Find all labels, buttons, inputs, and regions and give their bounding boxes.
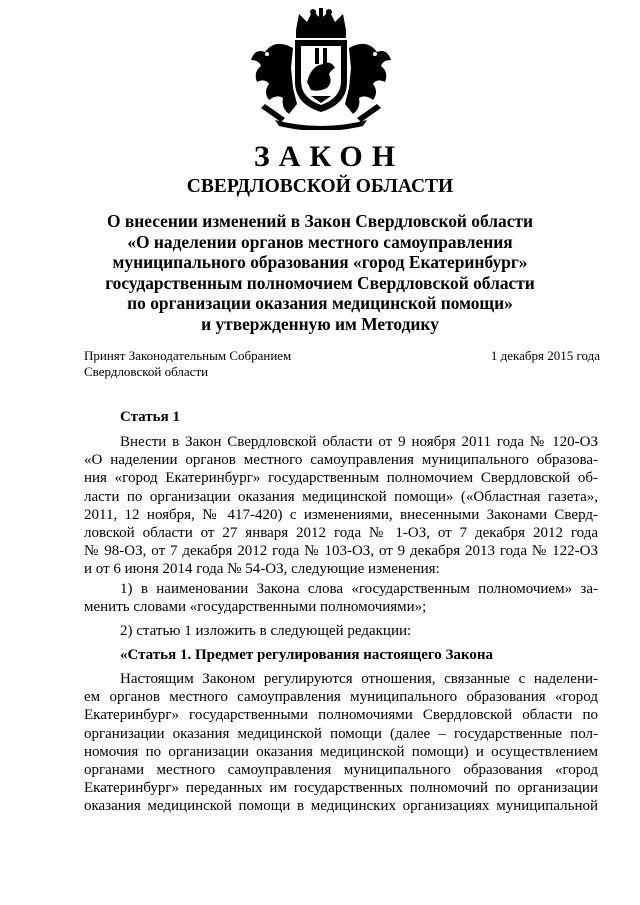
law-heading-line: по организации оказания медицинской помощи» bbox=[127, 293, 513, 314]
law-heading-line: «О наделении органов местного самоуправления bbox=[127, 231, 513, 252]
document-title: ЗАКОН bbox=[253, 140, 405, 173]
paragraph-line: Настоящим Законом регулируются отношения, связанные с наделени- bbox=[120, 671, 598, 687]
paragraph-line: номочия по организации оказания медицинской помощи) и осуществлением bbox=[84, 743, 598, 760]
paragraph-line: ловской области от 27 января 2012 года № 1-ОЗ, от 7 декабря 2012 года bbox=[84, 524, 598, 541]
article-title: Статья 1 bbox=[120, 409, 180, 425]
paragraph-line: 2) статью 1 изложить в следующей редакции: bbox=[120, 623, 412, 639]
law-heading-line: муниципального образования «город Екатеринбург» bbox=[112, 252, 528, 273]
paragraph-line: Екатеринбург» переданных им государственных полномочий по организации bbox=[84, 780, 598, 797]
paragraph-line: «О наделении органов местного самоуправления муниципального образова- bbox=[84, 452, 598, 469]
paragraph-line: ния «город Екатеринбург» государственным полномочием Свердловской об- bbox=[84, 470, 598, 487]
amendment-item-2 bbox=[84, 622, 598, 640]
paragraph-line: 2011, 12 ноября, № 417-420) с изменениями, внесенными Законами Сверд- bbox=[84, 506, 598, 523]
law-heading-line: О внесении изменений в Закон Свердловской области bbox=[106, 211, 533, 231]
article-intro bbox=[84, 433, 598, 579]
quoted-article-body bbox=[84, 670, 598, 816]
paragraph-line: менить словами «государственными полномочиями»; bbox=[84, 599, 427, 616]
paragraph-line: ем органов местного самоуправления муниципального образования «город bbox=[84, 689, 598, 706]
paragraph-line: 1) в наименовании Закона слова «государственным полномочием» за- bbox=[120, 581, 598, 597]
paragraph-line: и от 6 июня 2014 года № 54-ОЗ, следующие изменения: bbox=[84, 561, 440, 578]
adoption-body bbox=[84, 348, 291, 380]
paragraph-line: Екатеринбург» государственными полномочиями Свердловской области по bbox=[84, 707, 598, 724]
paragraph-line: «Статья 1. Предмет регулирования настоящего Закона bbox=[120, 647, 494, 663]
adoption-date: 1 декабря 2015 года bbox=[490, 348, 600, 363]
law-heading bbox=[60, 211, 580, 335]
paragraph-line: органами местного самоуправления муниципального образования «город bbox=[84, 761, 598, 778]
adoption-line: Принят Законодательным Собранием bbox=[84, 348, 292, 363]
paragraph-line: ласти по организации оказания медицинской помощи» («Областная газета», bbox=[84, 488, 598, 505]
paragraph-line: оказания медицинской помощи в медицинских организациях муниципальной bbox=[84, 798, 598, 815]
law-heading-line: государственным полномочием Свердловской области bbox=[105, 272, 535, 293]
paragraph-line: Внести в Закон Свердловской области от 9 ноября 2011 года № 120-ОЗ bbox=[120, 434, 598, 450]
quoted-article-title bbox=[84, 646, 598, 664]
law-heading-line: и утвержденную им Методику bbox=[201, 313, 439, 334]
adoption-line: Свердловской области bbox=[84, 364, 209, 379]
paragraph-line: № 98-ОЗ, от 7 декабря 2012 года № 103-ОЗ, от 9 декабря 2013 года № 122-ОЗ bbox=[84, 543, 598, 560]
document-subtitle: СВЕРДЛОВСКОЙ ОБЛАСТИ bbox=[186, 176, 454, 197]
sverdlovsk-coat-of-arms-icon bbox=[241, 8, 401, 130]
paragraph-line: организации оказания медицинской помощи (далее – государственные пол- bbox=[84, 725, 598, 742]
amendment-item-1 bbox=[84, 580, 598, 616]
